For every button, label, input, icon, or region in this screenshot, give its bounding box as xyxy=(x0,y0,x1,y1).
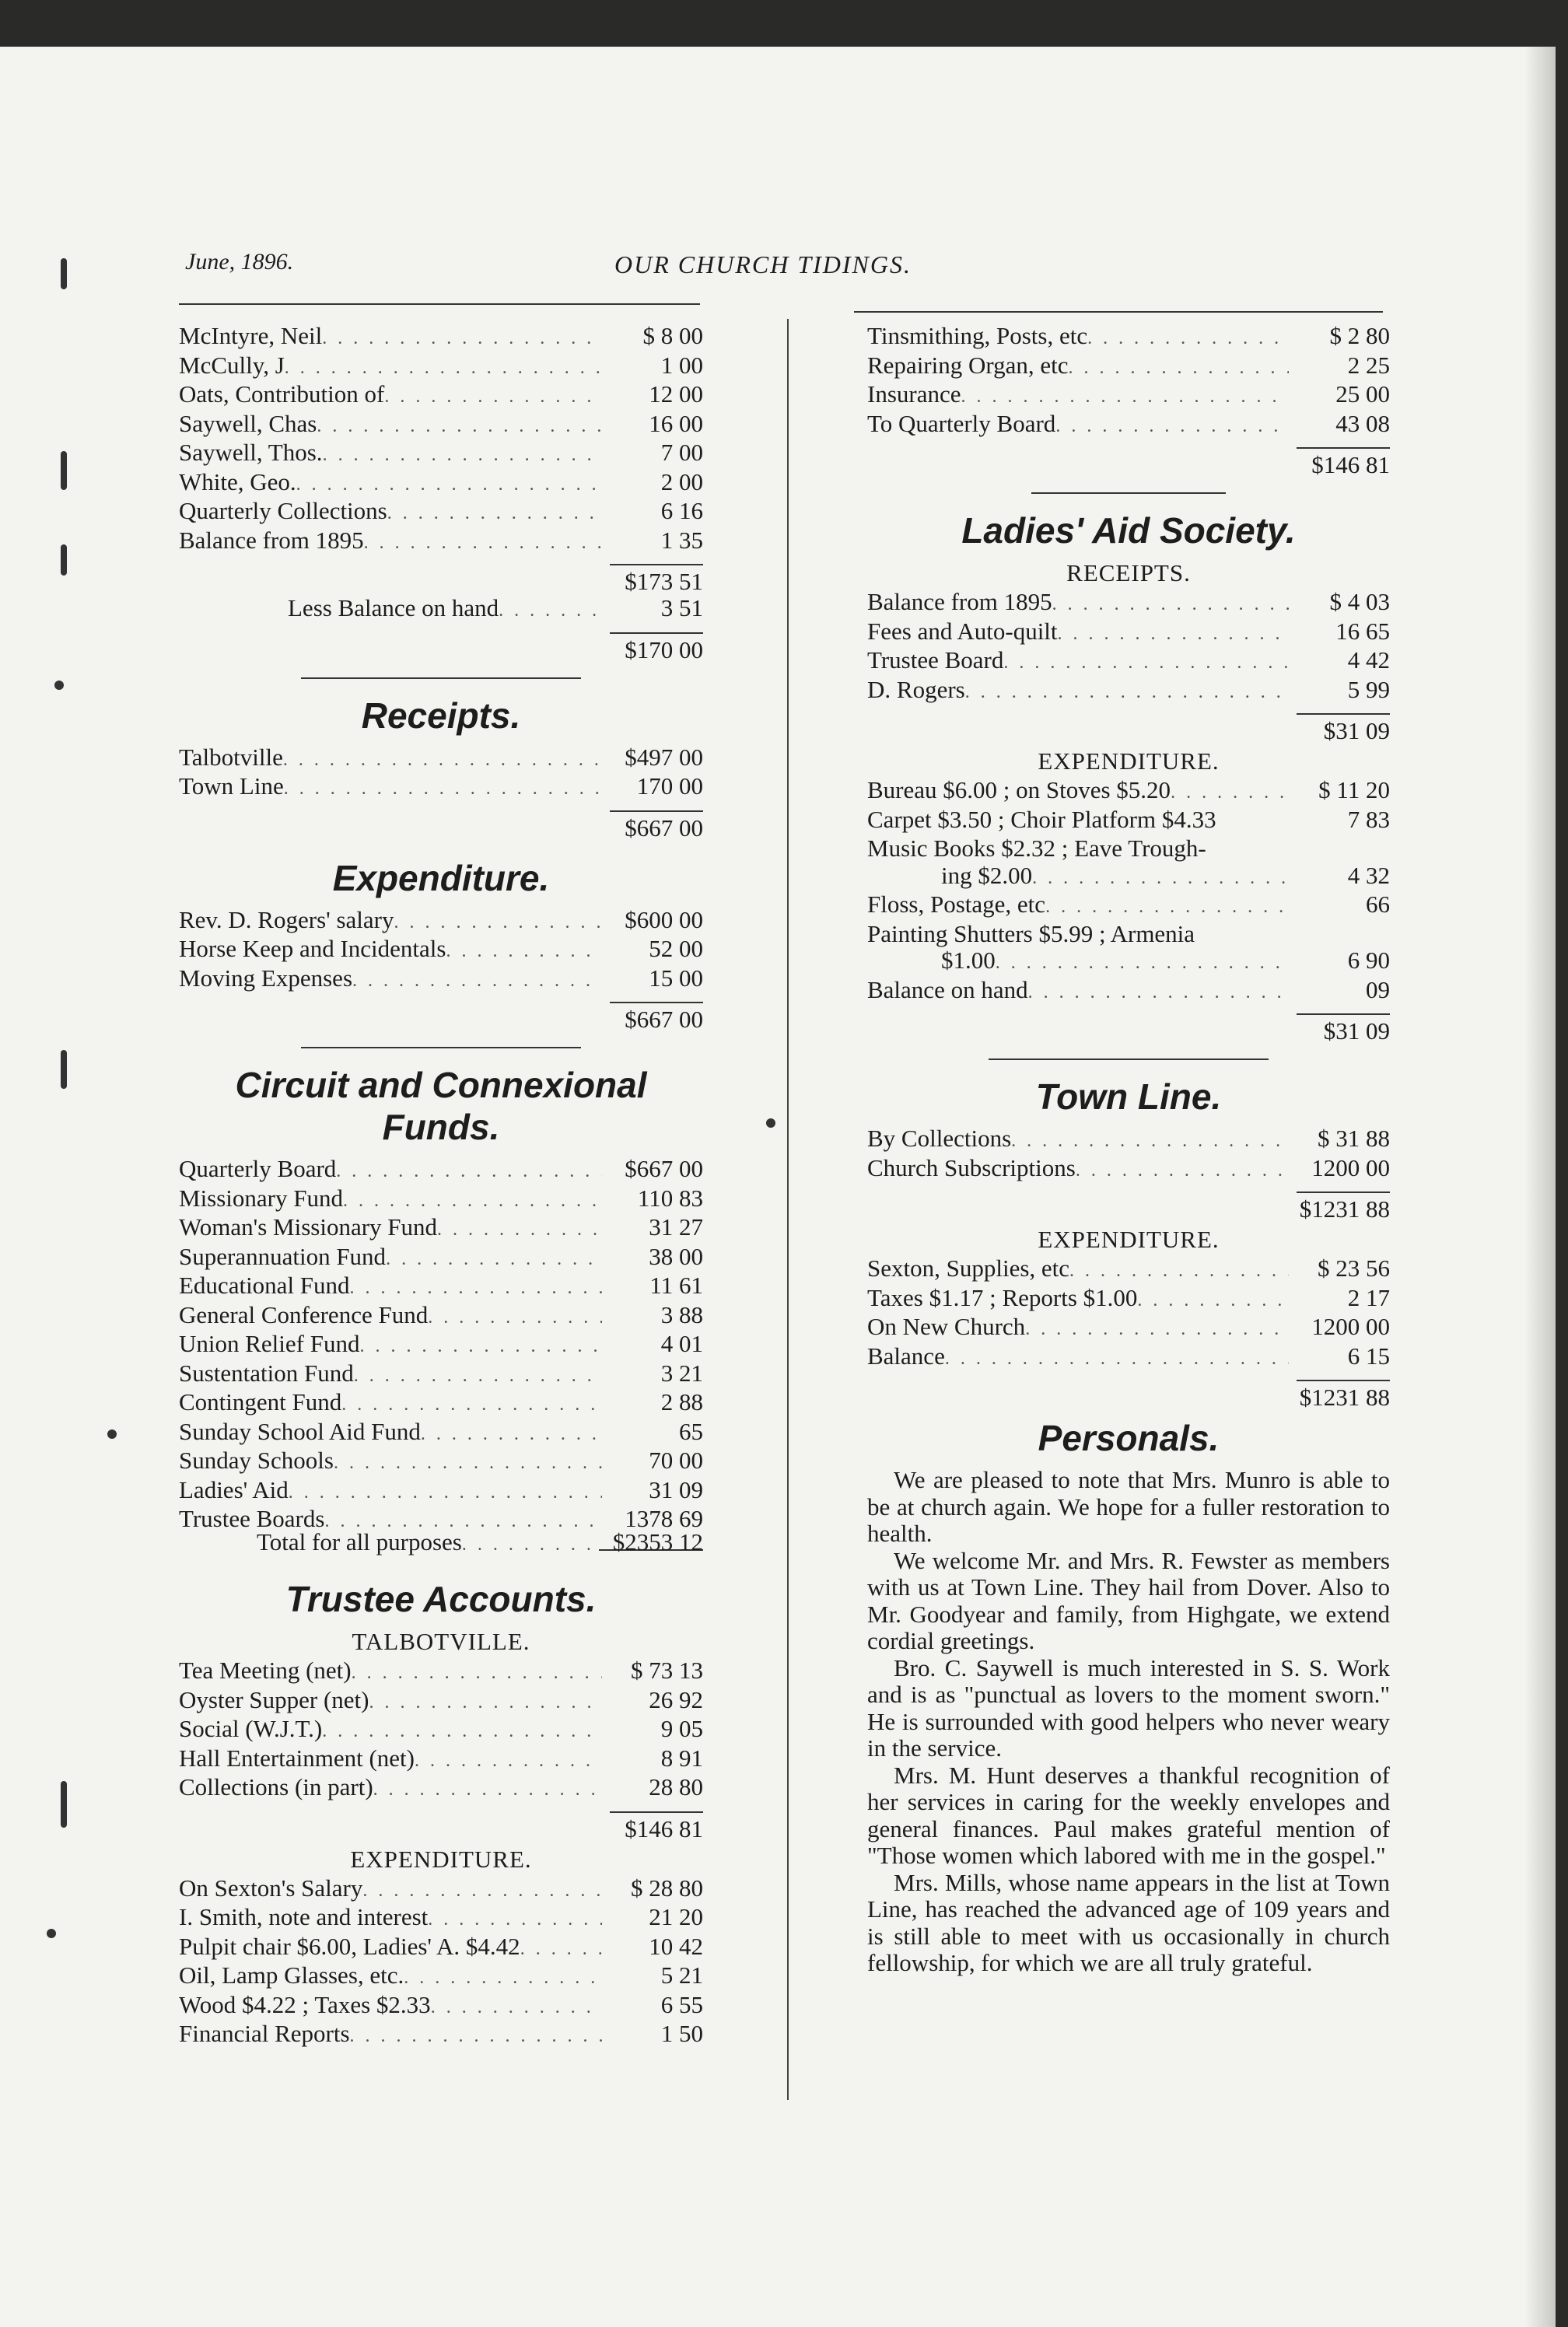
ledger-row xyxy=(179,411,703,440)
ledger-amount: 66 xyxy=(1366,891,1390,918)
town-line-expenditure-total: $1231 88 xyxy=(867,1380,1390,1411)
ledger-row xyxy=(179,1360,703,1390)
ledger-row xyxy=(179,2021,703,2050)
ledger-label: Missionary Fund xyxy=(179,1184,343,1212)
ledger-amount: $ 28 80 xyxy=(631,1874,703,1902)
ledger-row xyxy=(179,1745,703,1775)
personals-paragraph: Mrs. Mills, whose name appears in the list at Town Line, has reached the advanced age of 109 years and is still able to meet with us occasionally in church fellowship, for which we are all truly grateful. xyxy=(867,1868,1390,1976)
ledger-amount: 65 xyxy=(679,1417,703,1445)
ledger-row xyxy=(867,589,1390,618)
margin-mark xyxy=(61,1781,67,1828)
ledger-amount: 1378 69 xyxy=(625,1505,703,1532)
ledger-total: $170 00 xyxy=(179,632,703,663)
ledger-row xyxy=(867,1285,1390,1314)
ledger-amount: $ 8 00 xyxy=(642,322,703,349)
ladies-receipts-title: RECEIPTS. xyxy=(1066,559,1191,586)
ledger-row xyxy=(867,977,1390,1006)
ledger-row xyxy=(179,1904,703,1933)
trustee-expenditure-title: EXPENDITURE. xyxy=(350,1845,532,1873)
ledger-label: Wood $4.22 ; Taxes $2.33 xyxy=(179,1990,431,2018)
ledger-row xyxy=(179,1477,703,1506)
ledger-row xyxy=(867,677,1390,706)
ledger-label: Church Subscriptions xyxy=(867,1153,1076,1181)
section-separator xyxy=(301,1047,581,1048)
ledger-row xyxy=(867,835,1390,863)
ledger-label: Financial Reports xyxy=(179,2020,350,2047)
ledger-label: Carpet $3.50 ; Choir Platform $4.33 xyxy=(867,805,1216,833)
ledger-amount: 1200 00 xyxy=(1311,1153,1390,1181)
section-separator xyxy=(989,1059,1269,1060)
ledger-subtotal: $173 51 xyxy=(179,564,703,595)
ledger-label: Sunday School Aid Fund xyxy=(179,1417,421,1445)
ledger-row xyxy=(179,1962,703,1992)
ledger-label: Music Books $2.32 ; Eave Trough- xyxy=(867,835,1206,862)
ledger-amount: 110 83 xyxy=(637,1184,703,1212)
ledger-label: Taxes $1.17 ; Reports $1.00 xyxy=(867,1283,1138,1311)
ledger-label: Oil, Lamp Glasses, etc. xyxy=(179,1961,404,1989)
ledger-label: Hall Entertainment (net) xyxy=(179,1744,415,1772)
section-separator xyxy=(301,677,581,679)
ledger-row xyxy=(867,807,1390,836)
margin-dot xyxy=(766,1118,775,1128)
ledger-amount: 25 00 xyxy=(1335,380,1390,408)
ledger-label: Balance xyxy=(867,1342,945,1370)
ladies-total: $31 09 xyxy=(867,713,1390,744)
ledger-amount: 7 83 xyxy=(1347,805,1390,833)
ledger-label: Trustee Boards xyxy=(179,1505,325,1532)
ledger-row xyxy=(867,411,1390,440)
trustee-heading: Trustee Accounts. xyxy=(285,1579,597,1619)
ledger-row xyxy=(179,1302,703,1331)
ladies-expenditure-title: EXPENDITURE. xyxy=(1038,747,1220,775)
ledger-amount: 1 35 xyxy=(660,526,703,554)
ledger-amount: 4 01 xyxy=(660,1330,703,1357)
ledger-label: Repairing Organ, etc xyxy=(867,351,1069,379)
ledger-row xyxy=(179,907,703,936)
ledger-label: Insurance xyxy=(867,380,961,408)
ledger-row xyxy=(179,323,703,352)
ledger-amount: 28 80 xyxy=(649,1773,703,1800)
ledger-label: Educational Fund xyxy=(179,1272,350,1299)
margin-dot xyxy=(54,681,64,690)
personals-paragraph: We are pleased to note that Mrs. Munro is able to be at church again. We hope for a fuller restoration to health. xyxy=(867,1466,1390,1547)
ledger-label: Oyster Supper (net) xyxy=(179,1685,369,1713)
ledger-row xyxy=(867,1155,1390,1184)
ledger-label: Fees and Auto-quilt xyxy=(867,617,1058,645)
ledger-label: Sustentation Fund xyxy=(179,1359,354,1387)
ledger-label: McIntyre, Neil xyxy=(179,322,323,349)
ledger-label: Woman's Missionary Fund xyxy=(179,1213,438,1240)
ledger-row xyxy=(179,1272,703,1302)
personals-heading: Personals. xyxy=(1038,1418,1220,1458)
receipts-total: $667 00 xyxy=(179,810,703,842)
ledger-label: On New Church xyxy=(867,1313,1026,1340)
ledger-amount: 15 00 xyxy=(649,964,703,992)
issue-date: June, 1896. xyxy=(185,249,294,275)
ledger-amount: $ 11 20 xyxy=(1318,776,1390,803)
ledger-row xyxy=(179,965,703,995)
ledger-amount: 3 21 xyxy=(660,1359,703,1387)
ledger-label: Painting Shutters $5.99 ; Armenia xyxy=(867,919,1195,947)
ledger-amount: 11 61 xyxy=(649,1272,703,1299)
ledger-row xyxy=(867,1343,1390,1373)
ledger-row xyxy=(179,1389,703,1419)
ledger-row xyxy=(179,1214,703,1244)
ledger-amount: 16 65 xyxy=(1335,617,1390,645)
town-line-expenditure-title: EXPENDITURE. xyxy=(1038,1226,1220,1253)
grand-total-label: Total for all purposes xyxy=(257,1527,462,1555)
personals-paragraph: Bro. C. Saywell is much interested in S. S. Work and is as "punctual as lovers to the moment sworn." He is surrounded with good helpers who never weary in the service. xyxy=(867,1653,1390,1762)
ledger-label: Oats, Contribution of xyxy=(179,380,385,408)
ledger-label: Contingent Fund xyxy=(179,1388,342,1415)
ledger-row xyxy=(867,647,1390,677)
ledger-label: To Quarterly Board xyxy=(867,409,1056,437)
ledger-label: Trustee Board xyxy=(867,646,1004,674)
personals-paragraph: Mrs. M. Hunt deserves a thankful recognition of her services in caring for the weekly envelopes and general finances. Paul makes grateful mention of "Those women which labored with me in the gospel." xyxy=(867,1761,1390,1869)
margin-mark xyxy=(61,1050,67,1089)
ledger-row xyxy=(179,1419,703,1448)
ledger-amount: $497 00 xyxy=(625,743,703,771)
ledger-amount: 31 09 xyxy=(649,1475,703,1503)
personals-paragraph: We welcome Mr. and Mrs. R. Fewster as members with us at Town Line. They hail from Dover. Also to Mr. Goodyear and family, from Highgate, we extend cordial greetings. xyxy=(867,1546,1390,1654)
ledger-row xyxy=(867,1314,1390,1343)
ledger-row xyxy=(867,1255,1390,1285)
ledger-row xyxy=(179,936,703,965)
ledger-label: Pulpit chair $6.00, Ladies' A. $4.42 xyxy=(179,1932,520,1960)
ledger-row xyxy=(179,744,703,774)
ledger-amount: 38 00 xyxy=(649,1242,703,1270)
ledger-amount: 21 20 xyxy=(649,1903,703,1930)
ledger-label: Social (W.J.T.) xyxy=(179,1715,323,1742)
receipts-heading: Receipts. xyxy=(361,695,521,736)
ledger-amount: $ 31 88 xyxy=(1318,1125,1390,1152)
ledger-label: Bureau $6.00 ; on Stoves $5.20 xyxy=(867,776,1171,803)
ledger-amount: 5 21 xyxy=(660,1961,703,1989)
ledger-label: Tinsmithing, Posts, etc xyxy=(867,322,1088,349)
ledger-label: ing $2.00 xyxy=(941,861,1033,889)
ledger-row xyxy=(179,439,703,469)
ledger-amount: 6 15 xyxy=(1347,1342,1390,1370)
ledger-amount: 1 00 xyxy=(660,351,703,379)
ledger-amount: 1200 00 xyxy=(1311,1313,1390,1340)
ledger-label: Superannuation Fund xyxy=(179,1242,387,1270)
ledger-amount: 170 00 xyxy=(636,772,703,800)
circuit-heading: Circuit and Connexional Funds. xyxy=(235,1065,647,1147)
ledger-label: Balance from 1895 xyxy=(867,588,1052,615)
margin-mark xyxy=(61,544,67,576)
ledger-amount: 2 17 xyxy=(1347,1283,1390,1311)
ledger-label: Union Relief Fund xyxy=(179,1330,360,1357)
expenditure-heading: Expenditure. xyxy=(332,857,550,898)
ledger-row xyxy=(179,469,703,499)
ledger-amount: $ 73 13 xyxy=(631,1657,703,1684)
ledger-row xyxy=(867,618,1390,648)
ledger-label: Collections (in part) xyxy=(179,1773,373,1800)
ledger-label: Sexton, Supplies, etc xyxy=(867,1254,1070,1282)
ledger-label: Ladies' Aid xyxy=(179,1475,289,1503)
ledger-amount: 4 42 xyxy=(1347,646,1390,674)
ledger-label: Balance on hand xyxy=(867,975,1028,1003)
ledger-label: Talbotville xyxy=(179,743,283,771)
ledger-amount: $ 2 80 xyxy=(1329,322,1390,349)
ledger-label: Quarterly Collections xyxy=(179,497,387,524)
margin-mark xyxy=(61,451,67,490)
ledger-row xyxy=(867,947,1390,977)
ledger-label: Sunday Schools xyxy=(179,1447,334,1474)
ledger-amount: $600 00 xyxy=(625,905,703,933)
ledger-row xyxy=(867,777,1390,807)
ledger-amount: 2 88 xyxy=(660,1388,703,1415)
ledger-label: By Collections xyxy=(867,1125,1012,1152)
ledger-amount: 43 08 xyxy=(1335,409,1390,437)
ledger-label: Rev. D. Rogers' salary xyxy=(179,905,394,933)
ledger-row xyxy=(867,921,1390,948)
ledger-row xyxy=(179,1933,703,1963)
ledger-row xyxy=(179,1657,703,1687)
ledger-row xyxy=(179,1244,703,1273)
right-column xyxy=(867,323,1390,1977)
ledger-amount: 1 50 xyxy=(660,2020,703,2047)
ledger-row xyxy=(867,891,1390,921)
grand-total-amount: $2353 12 xyxy=(612,1527,703,1555)
column-divider xyxy=(787,319,789,2100)
ledger-label: Moving Expenses xyxy=(179,964,353,992)
ladies-aid-heading: Ladies' Aid Society. xyxy=(961,510,1296,551)
ledger-amount: 9 05 xyxy=(660,1715,703,1742)
ledger-amount: 26 92 xyxy=(649,1685,703,1713)
ledger-row xyxy=(867,323,1390,352)
ledger-label: General Conference Fund xyxy=(179,1300,429,1328)
publication-title: OUR CHURCH TIDINGS. xyxy=(614,250,912,278)
ledger-row xyxy=(179,1185,703,1215)
ledger-amount: 09 xyxy=(1366,975,1390,1003)
ledger-row xyxy=(867,352,1390,382)
top-ledger xyxy=(179,323,703,663)
town-line-total: $1231 88 xyxy=(867,1191,1390,1223)
ledger-amount: $ 23 56 xyxy=(1318,1254,1390,1282)
ledger-amount: 6 90 xyxy=(1347,947,1390,974)
ledger-row xyxy=(179,1875,703,1905)
ledger-label: Saywell, Chas xyxy=(179,409,317,437)
less-balance-row xyxy=(179,595,703,625)
header-rule-left xyxy=(179,303,700,305)
ledger-amount: 70 00 xyxy=(649,1447,703,1474)
ledger-row xyxy=(179,527,703,557)
ledger-label: Town Line xyxy=(179,772,284,800)
ledger-label: On Sexton's Salary xyxy=(179,1874,363,1902)
margin-dot xyxy=(47,1929,56,1938)
ledger-amount: 16 00 xyxy=(649,409,703,437)
ledger-label: D. Rogers xyxy=(867,675,965,703)
ledger-row xyxy=(867,381,1390,411)
ledger-label: McCully, J xyxy=(179,351,285,379)
ledger-row xyxy=(179,1331,703,1360)
ledger-amount: $667 00 xyxy=(625,1155,703,1182)
section-separator xyxy=(1031,492,1226,494)
ledger-amount: 6 16 xyxy=(660,497,703,524)
ledger-total: $146 81 xyxy=(867,447,1390,478)
ledger-label: Less Balance on hand xyxy=(288,594,499,621)
ledger-amount: 5 99 xyxy=(1347,675,1390,703)
ledger-amount: 10 42 xyxy=(649,1932,703,1960)
ledger-row xyxy=(179,1447,703,1477)
ledger-row xyxy=(179,498,703,527)
ledger-row xyxy=(179,1716,703,1745)
page-header xyxy=(179,249,1392,288)
ledger-amount: 3 51 xyxy=(660,594,703,621)
ledger-row xyxy=(867,1125,1390,1155)
margin-dot xyxy=(107,1429,117,1439)
ledger-label: I. Smith, note and interest xyxy=(179,1903,429,1930)
ledger-row xyxy=(867,863,1390,892)
ledger-label: Floss, Postage, etc xyxy=(867,891,1046,918)
expenditure-total: $667 00 xyxy=(179,1002,703,1033)
ledger-row xyxy=(179,381,703,411)
left-column xyxy=(179,323,703,2050)
ledger-amount: $ 4 03 xyxy=(1329,588,1390,615)
ledger-amount: 31 27 xyxy=(649,1213,703,1240)
ledger-amount: 6 55 xyxy=(660,1990,703,2018)
ledger-row xyxy=(179,352,703,382)
ledger-row xyxy=(179,1687,703,1716)
ledger-amount: 2 00 xyxy=(660,467,703,495)
ledger-amount: 2 25 xyxy=(1347,351,1390,379)
ledger-amount: 7 00 xyxy=(660,439,703,466)
ledger-amount: 8 91 xyxy=(660,1744,703,1772)
margin-mark xyxy=(61,258,67,289)
town-line-heading: Town Line. xyxy=(1035,1076,1222,1117)
ledger-label: White, Geo. xyxy=(179,467,296,495)
ledger-amount: 12 00 xyxy=(649,380,703,408)
ledger-label: Saywell, Thos. xyxy=(179,439,323,466)
grand-total-row xyxy=(179,1529,703,1559)
ledger-label: Tea Meeting (net) xyxy=(179,1657,352,1684)
trustee-subtitle: TALBOTVILLE. xyxy=(352,1628,530,1655)
ledger-amount: 4 32 xyxy=(1347,861,1390,889)
header-rule-right xyxy=(854,311,1383,313)
ladies-expenditure-total: $31 09 xyxy=(867,1013,1390,1045)
ledger-row xyxy=(179,1156,703,1185)
ledger-label: Quarterly Board xyxy=(179,1155,337,1182)
ledger-amount: 52 00 xyxy=(649,935,703,962)
trustee-total: $146 81 xyxy=(179,1811,703,1842)
ledger-amount: 3 88 xyxy=(660,1300,703,1328)
ledger-label: Balance from 1895 xyxy=(179,526,364,554)
ledger-row xyxy=(179,1992,703,2021)
ledger-row xyxy=(179,1774,703,1804)
ledger-row xyxy=(179,773,703,803)
ledger-label: Horse Keep and Incidentals xyxy=(179,935,446,962)
ledger-label: $1.00 xyxy=(941,947,996,974)
